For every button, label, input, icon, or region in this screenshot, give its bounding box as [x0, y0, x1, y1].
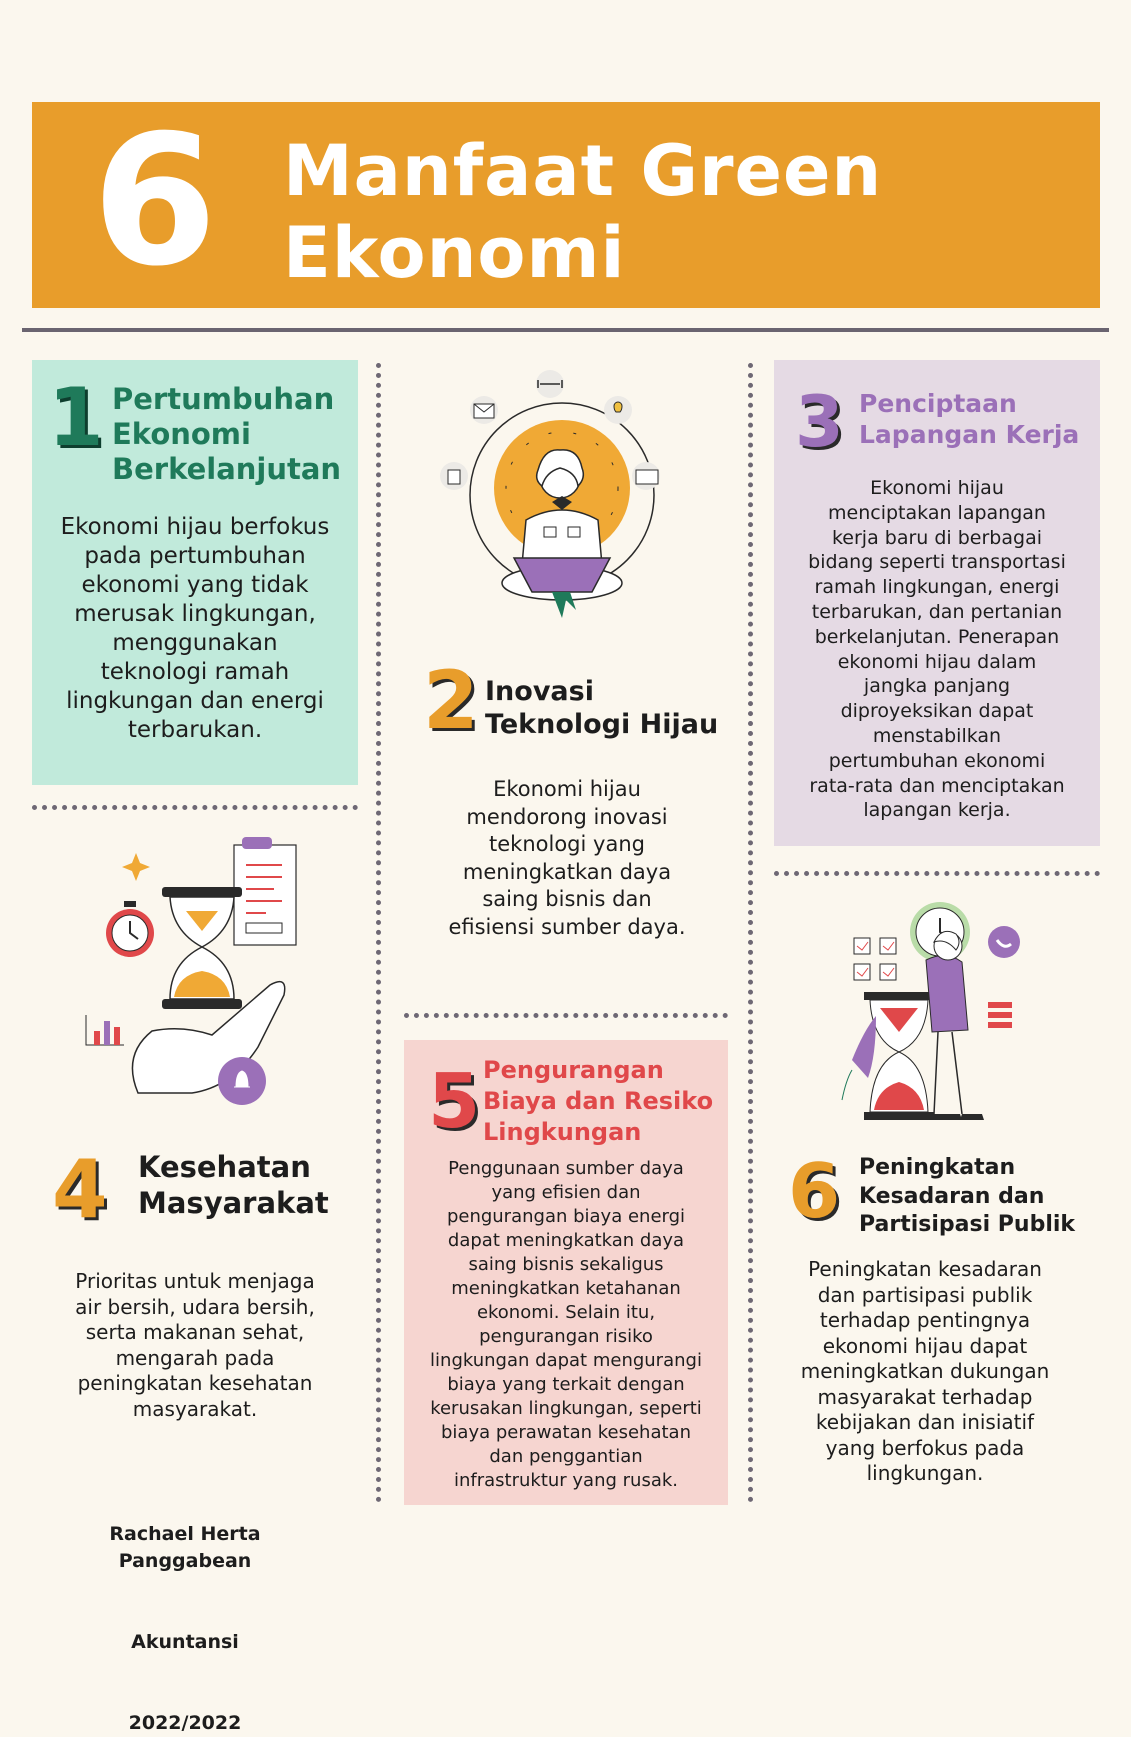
page-title: Manfaat Green Ekonomi — [283, 130, 883, 294]
benefit-number-4: 4 — [52, 1143, 108, 1236]
benefit-title-1: Pertumbuhan Ekonomi Berkelanjutan — [112, 382, 342, 486]
benefit-title-4: Kesehatan Masyarakat — [138, 1150, 329, 1220]
benefit-text-6: Peningkatan kesadaran dan partisipasi publik terhadap pentingnya ekonomi hijau dapat meningkatkan dukungan masyarakat terhadap kebijakan dan inisiatif yang berfokus pada lingkungan. — [800, 1257, 1050, 1485]
author-year: 2022/2022 — [128, 1712, 242, 1734]
benefit-number-3: 3 — [795, 381, 844, 463]
author-name: Rachael Herta Panggabean — [109, 1523, 261, 1572]
benefit-title-6: Peningkatan Kesadaran dan Partisipasi Publik — [859, 1155, 1076, 1237]
author-credit — [40, 1494, 330, 1737]
benefit-title-3: Penciptaan Lapangan Kerja — [859, 389, 1080, 449]
header-divider — [22, 328, 1109, 332]
author-department: Akuntansi — [131, 1631, 239, 1653]
row-divider-left — [32, 805, 358, 810]
column-divider-left — [376, 363, 381, 1503]
benefit-title-2: Inovasi Teknologi Hijau — [485, 676, 719, 740]
header-number: 6 — [92, 97, 218, 306]
benefit-number-1: 1 — [48, 371, 104, 464]
benefit-text-5: Penggunaan sumber daya yang efisien dan pengurangan biaya energi dapat meningkatkan daya saing bisnis sekaligus meningkatkan ketahanan ekonomi. Selain itu, pengurangan risiko lingkungan dapat mengurangi biaya yang terkait dengan kerusakan lingkungan, seperti biaya perawatan kesehatan dan penggantian infrastruktur yang rusak. — [430, 1158, 702, 1491]
benefit-number-6: 6 — [788, 1147, 841, 1235]
benefit-text-2: Ekonomi hijau mendorong inovasi teknologi yang meningkatkan daya saing bisnis dan efisiensi sumber daya. — [448, 777, 686, 939]
hourglass-hand-icon — [82, 835, 322, 1115]
person-laptop-icon — [440, 370, 690, 630]
benefit-text-4: Prioritas untuk menjaga air bersih, udara bersih, serta makanan sehat, mengarah pada peningkatan kesehatan masyarakat. — [75, 1269, 315, 1421]
row-divider-right — [774, 871, 1100, 876]
benefit-number-2: 2 — [423, 654, 479, 747]
column-divider-right — [748, 363, 753, 1503]
benefit-text-3: Ekonomi hijau menciptakan lapangan kerja baru di berbagai bidang seperti transportasi ramah lingkungan, energi terbarukan, dan pertanian berkelanjutan. Penerapan ekonomi hijau dalam jangka panjang diproyeksikan dapat menstabilkan pertumbuhan ekonomi rata-rata dan menciptakan lapangan kerja. — [808, 477, 1066, 822]
benefit-title-5: Pengurangan Biaya dan Resiko Lingkungan — [483, 1056, 714, 1146]
benefit-number-5: 5 — [428, 1057, 481, 1145]
row-divider-middle — [404, 1013, 728, 1018]
benefit-text-1: Ekonomi hijau berfokus pada pertumbuhan ekonomi yang tidak merusak lingkungan, menggunakan teknologi ramah lingkungan dan energi terbarukan. — [60, 514, 330, 743]
person-phone-hourglass-icon — [842, 900, 1042, 1125]
